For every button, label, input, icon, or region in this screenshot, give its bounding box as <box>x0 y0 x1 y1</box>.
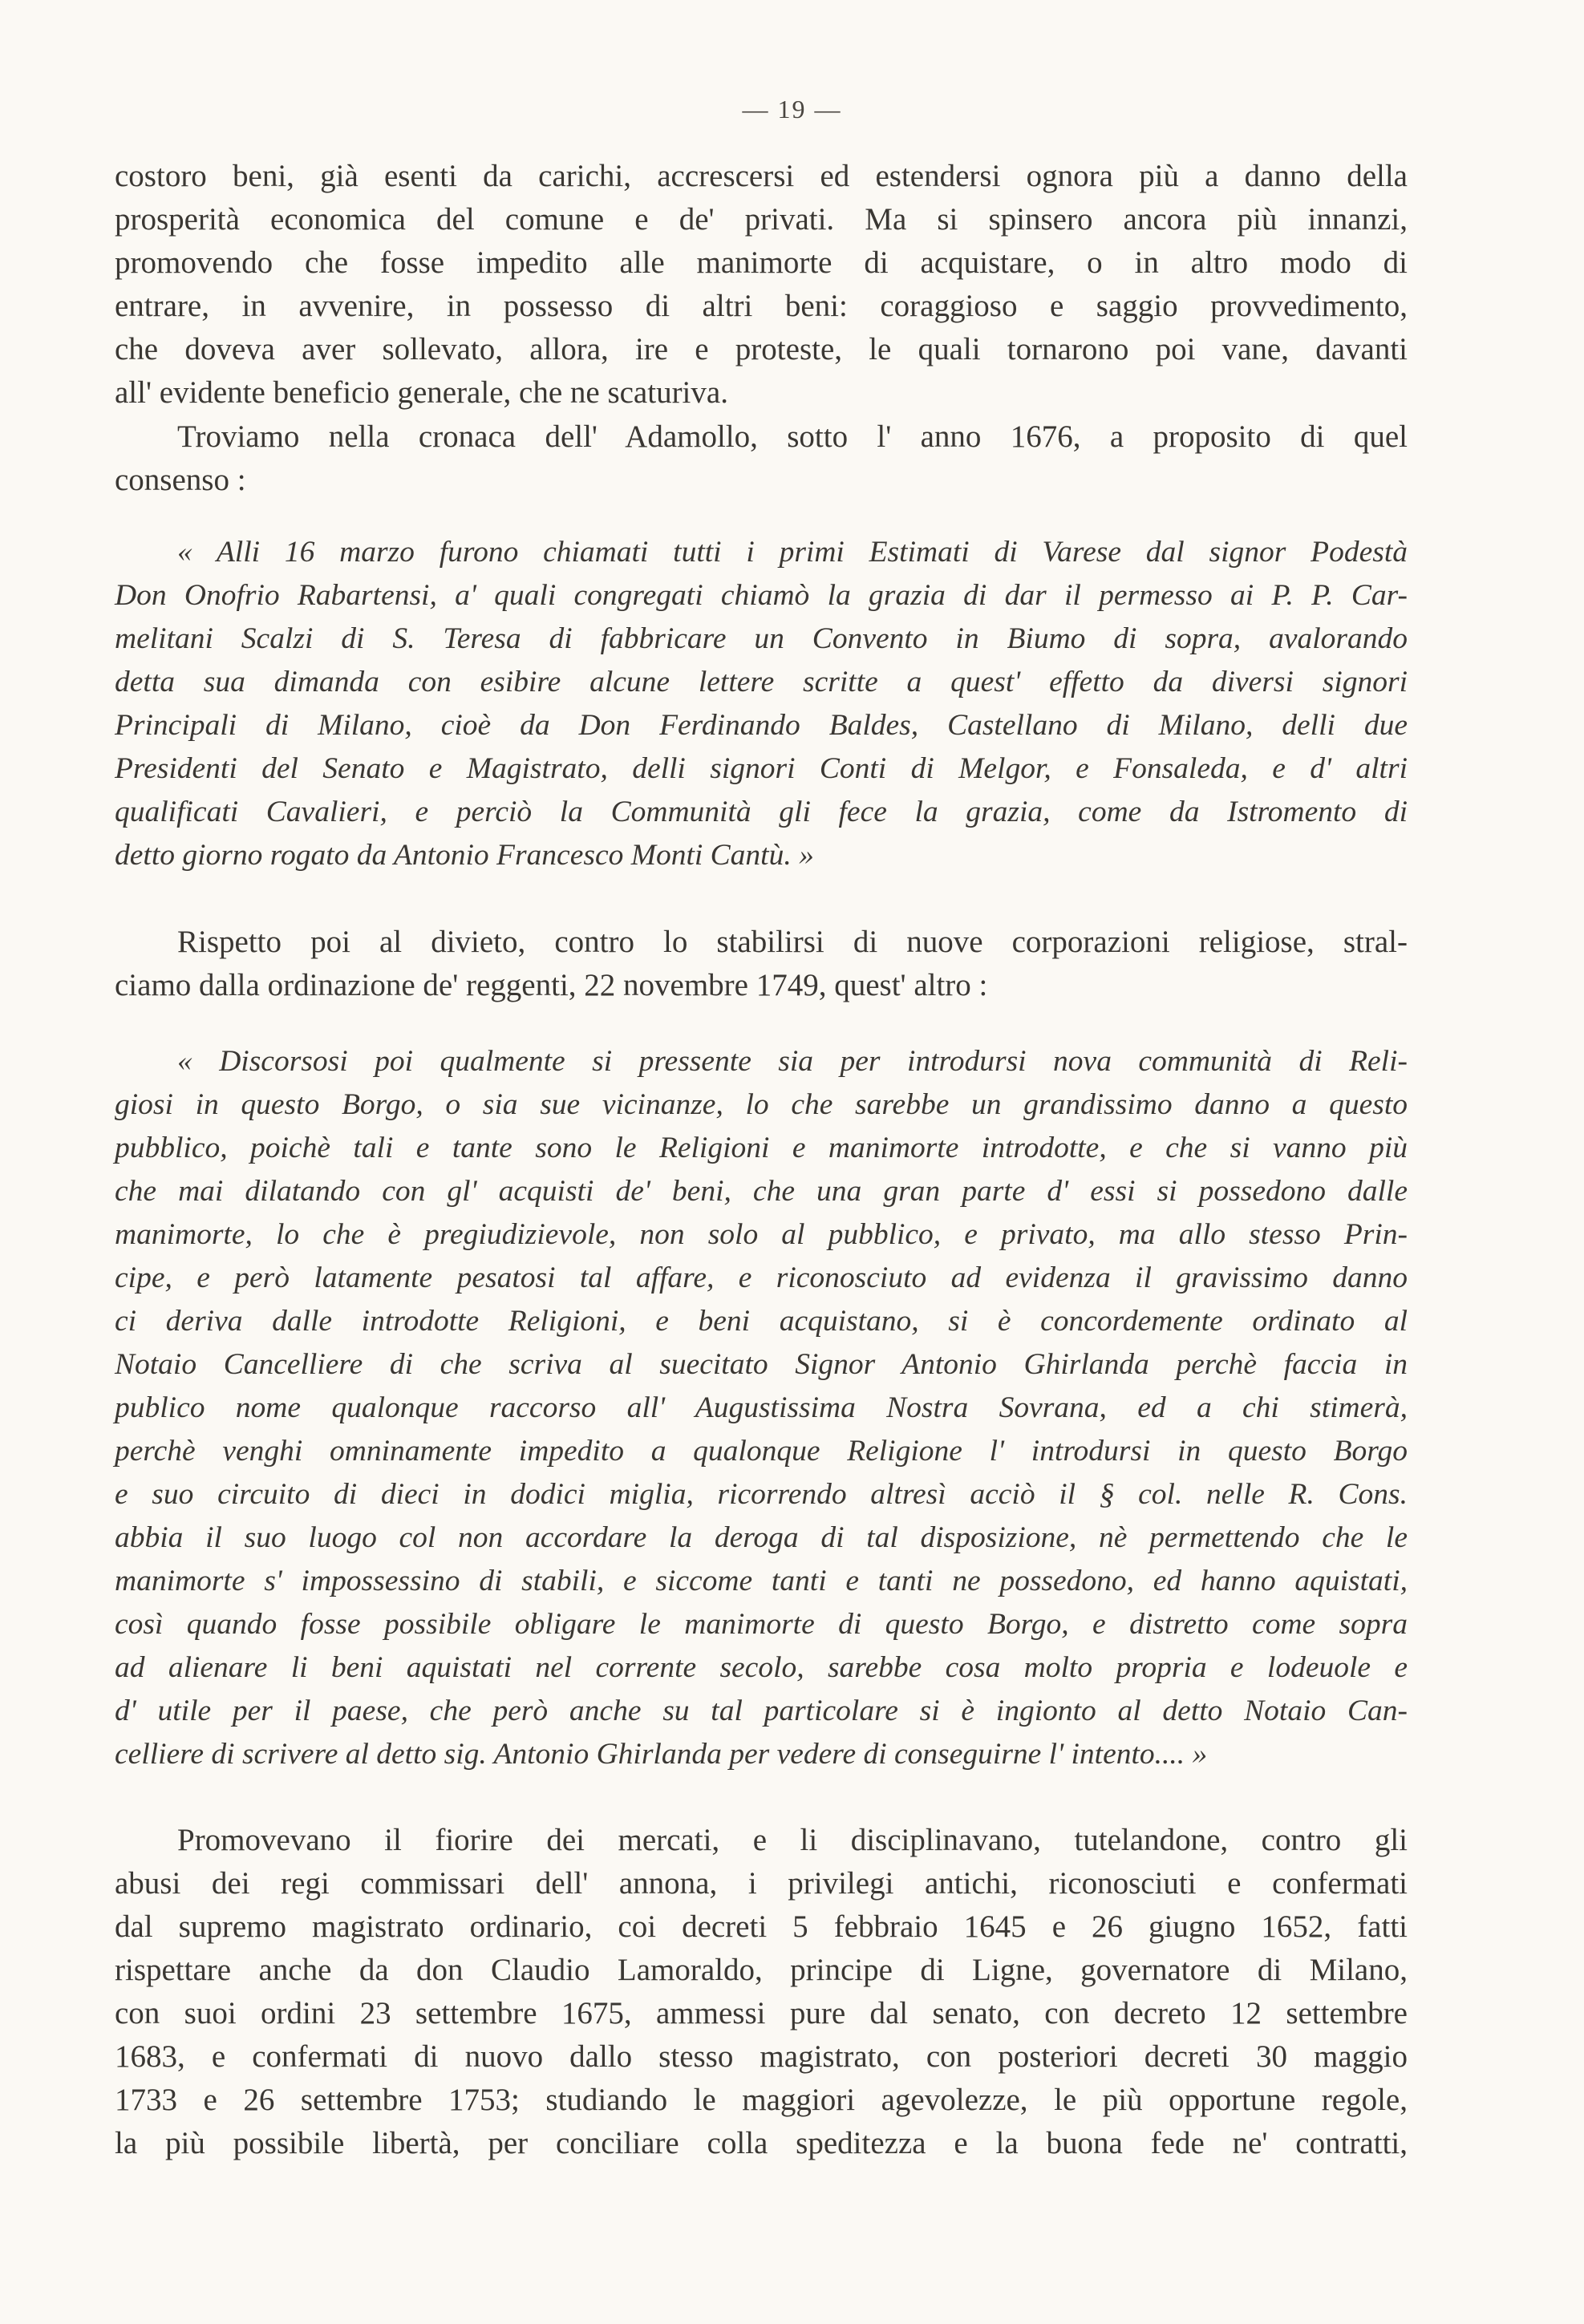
quotation-1 <box>115 531 1408 877</box>
text-line: Rispetto poi al divieto, contro lo stabilirsi di nuove corporazioni religiose, stral- <box>177 925 1408 959</box>
quote-line: pubblico, poichè tali e tante sono le Religioni e manimorte introdotte, e che si vanno più <box>115 1132 1408 1164</box>
quote-line: ci deriva dalle introdotte Religioni, e beni acquistano, si è concordemente ordinato al <box>115 1305 1408 1338</box>
text-line: la più possibile libertà, per conciliare colla speditezza e la buona fede ne' contratti, <box>115 2126 1408 2160</box>
quotation-2 <box>115 1040 1408 1776</box>
paragraph-4 <box>115 1819 1408 2165</box>
quote-line: celliere di scrivere al detto sig. Antonio Ghirlanda per vedere di conseguirne l' intento.... » <box>115 1738 1208 1771</box>
page-number: — 19 — <box>742 95 842 123</box>
quote-line: e suo circuito di dieci in dodici miglia, ricorrendo altresì acciò il § col. nelle R. Cons. <box>115 1478 1408 1511</box>
quote-line: qualificati Cavalieri, e perciò la Communità gli fece la grazia, come da Istromento di <box>115 796 1408 828</box>
quote-line: publico nome qualonque raccorso all' Augustissima Nostra Sovrana, ed a chi stimerà, <box>115 1391 1408 1424</box>
text-line: che doveva aver sollevato, allora, ire e proteste, le quali tornarono poi vane, davanti <box>115 332 1408 366</box>
quote-line: manimorte s' impossessino di stabili, e siccome tanti e tanti ne possedono, ed hanno aquistati, <box>115 1565 1408 1597</box>
quote-line: cipe, e però latamente pesatosi tal affare, e riconosciuto ad evidenza il gravissimo danno <box>115 1261 1408 1294</box>
quote-line: Principali di Milano, cioè da Don Ferdinando Baldes, Castellano di Milano, delli due <box>115 709 1408 742</box>
text-line: 1733 e 26 settembre 1753; studiando le maggiori agevolezze, le più opportune regole, <box>115 2083 1408 2117</box>
quote-line: Presidenti del Senato e Magistrato, delli signori Conti di Melgor, e Fonsaleda, e d' altri <box>115 752 1408 785</box>
quote-line: giosi in questo Borgo, o sia sue vicinanze, lo che sarebbe un grandissimo danno a questo <box>115 1088 1408 1121</box>
text-line: promovendo che fosse impedito alle manimorte di acquistare, o in altro modo di <box>115 245 1408 280</box>
text-line: 1683, e confermati di nuovo dallo stesso magistrato, con posteriori decreti 30 maggio <box>115 2039 1408 2074</box>
quote-line: detta sua dimanda con esibire alcune lettere scritte a quest' effetto da diversi signori <box>115 666 1408 698</box>
quote-line: « Alli 16 marzo furono chiamati tutti i primi Estimati di Varese dal signor Podestà <box>177 536 1408 569</box>
paragraph-2 <box>115 415 1408 502</box>
text-line: ciamo dalla ordinazione de' reggenti, 22 novembre 1749, quest' altro : <box>115 968 988 1002</box>
text-line: rispettare anche da don Claudio Lamoraldo, principe di Ligne, governatore di Milano, <box>115 1953 1408 1987</box>
quote-line: Don Onofrio Rabartensi, a' quali congregati chiamò la grazia di dar il permesso ai P. P. Car- <box>115 579 1408 612</box>
quote-line: perchè venghi omninamente impedito a qualonque Religione l' introdursi in questo Borgo <box>115 1435 1408 1468</box>
text-line: abusi dei regi commissari dell' annona, i privilegi antichi, riconosciuti e confermati <box>115 1866 1408 1901</box>
text-line: costoro beni, già esenti da carichi, accrescersi ed estendersi ognora più a danno della <box>115 159 1408 193</box>
text-line: prosperità economica del comune e de' privati. Ma si spinsero ancora più innanzi, <box>115 202 1408 237</box>
quote-line: manimorte, lo che è pregiudizievole, non solo al pubblico, e privato, ma allo stesso Prin- <box>115 1218 1408 1251</box>
quote-line: detto giorno rogato da Antonio Francesco Monti Cantù. » <box>115 839 814 872</box>
text-line: all' evidente beneficio generale, che ne scaturiva. <box>115 375 728 410</box>
paragraph-1 <box>115 155 1408 415</box>
quote-line: melitani Scalzi di S. Teresa di fabbricare un Convento in Biumo di sopra, avalorando <box>115 622 1408 655</box>
quote-line: d' utile per il paese, che però anche su tal particolare si è ingionto al detto Notaio Can- <box>115 1694 1408 1727</box>
quote-line: Notaio Cancelliere di che scriva al suecitato Signor Antonio Ghirlanda perchè faccia in <box>115 1348 1408 1381</box>
quote-line: così quando fosse possibile obligare le manimorte di questo Borgo, e distretto come sopra <box>115 1608 1408 1641</box>
quote-line: « Discorsosi poi qualmente si pressente sia per introdursi nova communità di Reli- <box>177 1045 1408 1078</box>
text-line: con suoi ordini 23 settembre 1675, ammessi pure dal senato, con decreto 12 settembre <box>115 1996 1408 2030</box>
quote-line: abbia il suo luogo col non accordare la deroga di tal disposizione, nè permettendo che le <box>115 1521 1408 1554</box>
text-line: Troviamo nella cronaca dell' Adamollo, sotto l' anno 1676, a proposito di quel <box>177 419 1408 454</box>
quote-line: ad alienare li beni aquistati nel corrente secolo, sarebbe cosa molto propria e lodeuole e <box>115 1651 1408 1684</box>
quote-line: che mai dilatando con gl' acquisti de' beni, che una gran parte d' essi si possedono dalle <box>115 1175 1408 1208</box>
text-line: consenso : <box>115 463 246 497</box>
text-line: entrare, in avvenire, in possesso di altri beni: coraggioso e saggio provvedimento, <box>115 289 1408 323</box>
text-line: Promovevano il fiorire dei mercati, e li disciplinavano, tutelandone, contro gli <box>177 1823 1408 1857</box>
text-line: dal supremo magistrato ordinario, coi decreti 5 febbraio 1645 e 26 giugno 1652, fatti <box>115 1909 1408 1944</box>
paragraph-3 <box>115 921 1408 1007</box>
